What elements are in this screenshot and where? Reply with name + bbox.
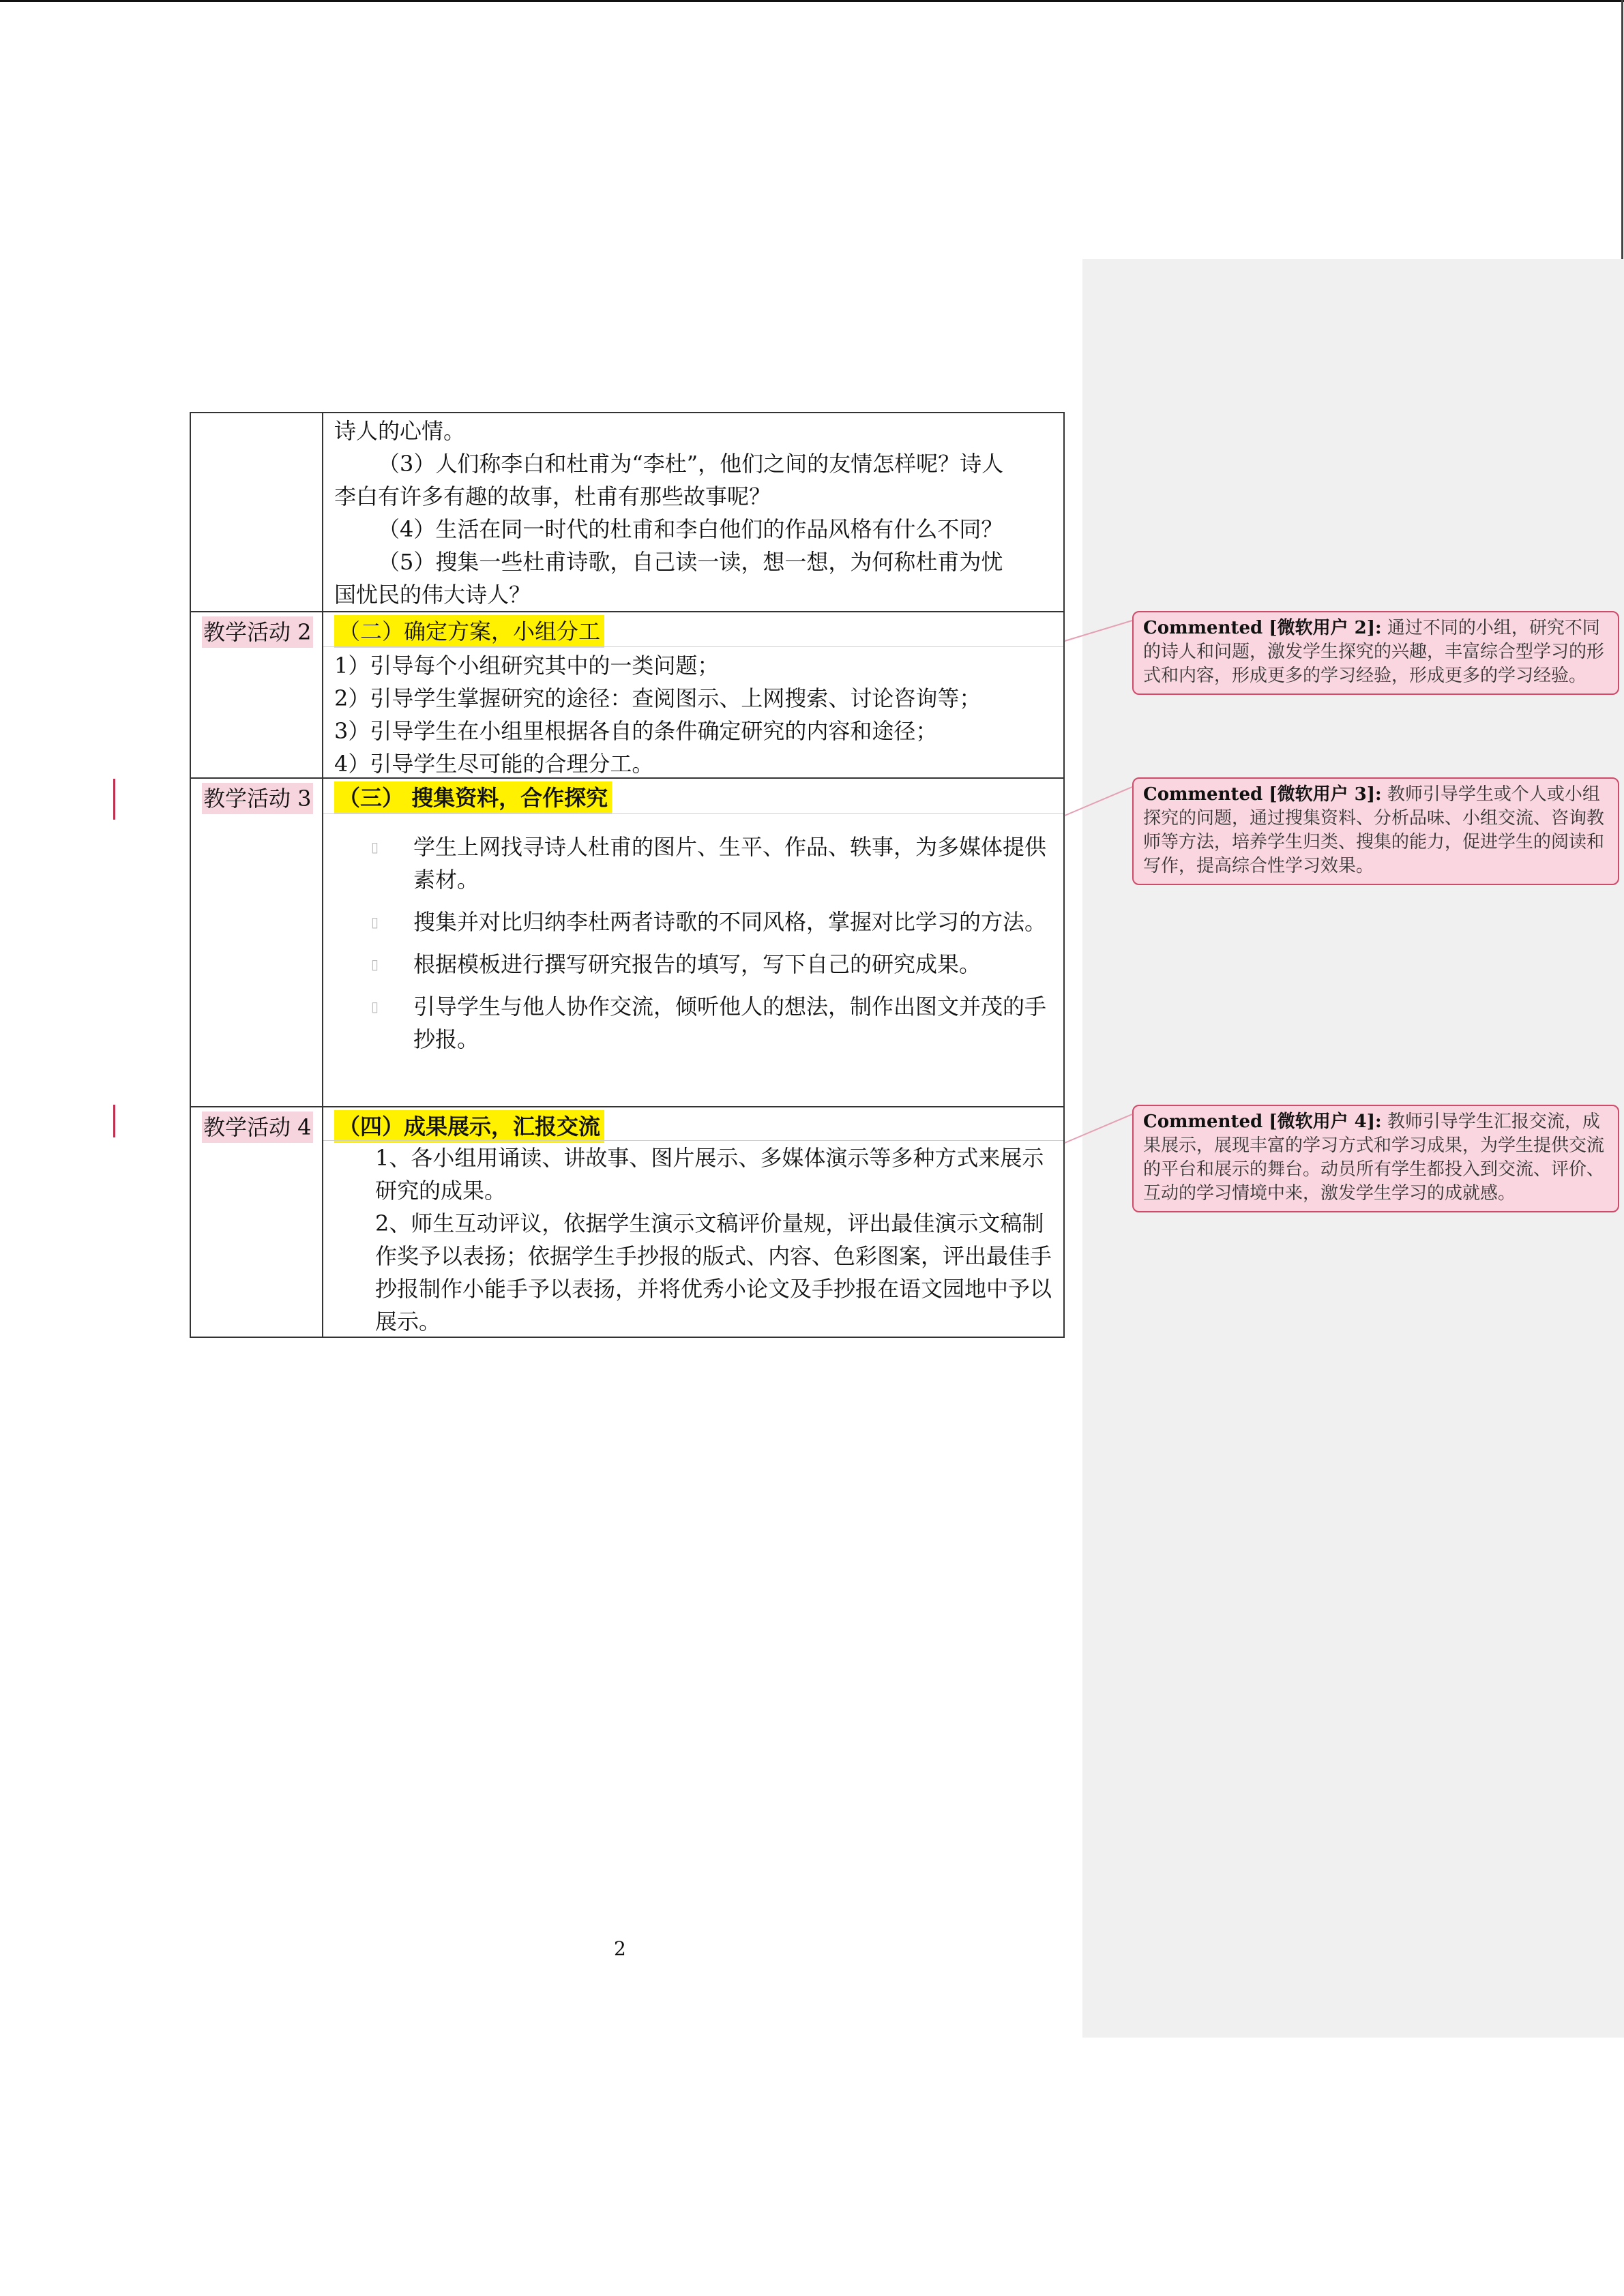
activity-label: 教学活动 3 [202, 783, 313, 814]
comment-author: Commented [微软用户 2]: [1143, 618, 1382, 638]
comment-text: 通过不同的小组，研究不同的诗人和问题，激发学生探究的兴趣，丰富综合型学习的形式和内容，形成更多的学习经验，形成更多的学习经验。 [1143, 618, 1605, 686]
list-item-text: 搜集并对比归纳李杜两者诗歌的不同风格，掌握对比学习的方法。 [413, 909, 1047, 935]
comment-text: 教师引导学生汇报交流，成果展示，展现丰富的学习方式和学习成果，为学生提供交流的平台和展示的舞台。动员所有学生都投入到交流、评价、互动的学习情境中来，激发学生学习的成就感。 [1143, 1112, 1605, 1204]
text-line: 1）引导每个小组研究其中的一类问题； [334, 653, 720, 679]
text-line: 诗人的心情。 [334, 418, 466, 444]
connector-line-4 [1065, 1114, 1132, 1143]
text-line: 3）引导学生在小组里根据各自的条件确定研究的内容和途径； [334, 718, 938, 744]
bullet-glyph-icon: ▯ [371, 956, 379, 972]
page-number: 2 [614, 1937, 626, 1960]
comment-author: Commented [微软用户 4]: [1143, 1112, 1382, 1132]
list-item-text: 学生上网找寻诗人杜甫的图片、生平、作品、轶事，为多媒体提供素材。 [413, 834, 1047, 893]
bullet-glyph-icon: ▯ [371, 914, 379, 930]
bullet-glyph-icon: ▯ [371, 839, 379, 855]
section-heading: （二）确定方案，小组分工 [334, 615, 604, 648]
text-line: （3）人们称李白和杜甫为“李杜”，他们之间的友情怎样呢？诗人 [378, 451, 1004, 477]
list-item-text: 引导学生与他人协作交流，倾听他人的想法，制作出图文并茂的手抄报。 [413, 994, 1047, 1052]
list-item-text: 根据模板进行撰写研究报告的填写，写下自己的研究成果。 [413, 951, 981, 977]
text-line: 国忧民的伟大诗人？ [334, 582, 531, 608]
text-line: 2）引导学生掌握研究的途径：查阅图示、上网搜索、讨论咨询等； [334, 685, 981, 711]
section-heading: （四）成果展示，汇报交流 [334, 1110, 604, 1143]
text-line: 李白有许多有趣的故事，杜甫有那些故事呢？ [334, 483, 771, 509]
paragraph: 2、师生互动评议，依据学生演示文稿评价量规，评出最佳演示文稿制作奖予以表扬；依据学生手抄报的版式、内容、色彩图案，评出最佳手抄报制作小能手予以表扬，并将优秀小论文及手抄报在语文园地中予以展示。 [375, 1210, 1052, 1335]
section-heading: （三） 搜集资料，合作探究 [334, 781, 612, 814]
activity-label: 教学活动 2 [202, 616, 313, 648]
comment-author: Commented [微软用户 3]: [1143, 784, 1382, 805]
paragraph: 1、各小组用诵读、讲故事、图片展示、多媒体演示等多种方式来展示研究的成果。 [375, 1145, 1044, 1204]
bullet-glyph-icon: ▯ [371, 998, 379, 1015]
text-line: （5）搜集一些杜甫诗歌，自己读一读，想一想，为何称杜甫为忧 [378, 549, 1003, 575]
text-line: 4）引导学生尽可能的合理分工。 [334, 751, 654, 777]
activity-label: 教学活动 4 [202, 1112, 313, 1143]
comment-text: 教师引导学生或个人或小组探究的问题，通过搜集资料、分析品味、小组交流、咨询教师等方法，培养学生归类、搜集的能力，促进学生的阅读和写作，提高综合性学习效果。 [1143, 784, 1605, 876]
connector-line-2 [1065, 621, 1132, 641]
text-line: （4）生活在同一时代的杜甫和李白他们的作品风格有什么不同？ [378, 516, 1003, 542]
connector-line-3 [1065, 787, 1132, 816]
